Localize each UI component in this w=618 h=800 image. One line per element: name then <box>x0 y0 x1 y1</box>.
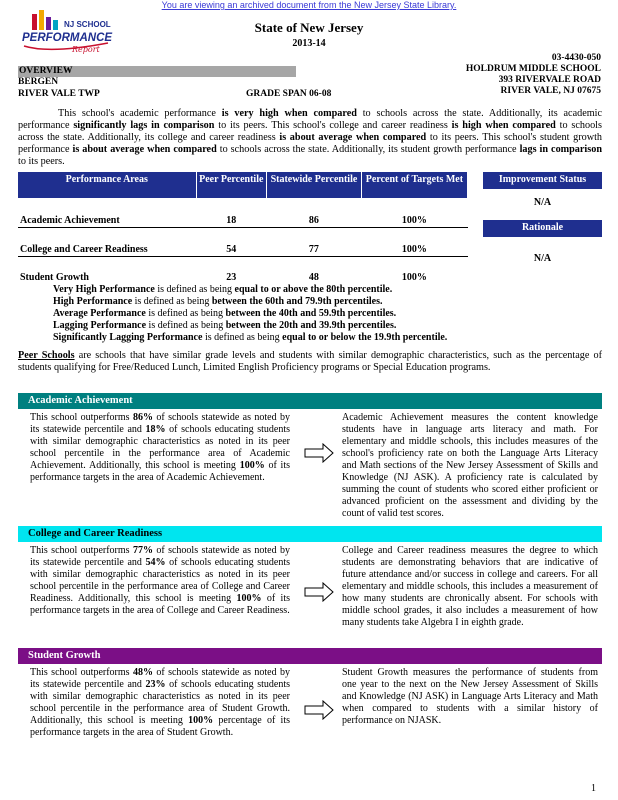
targets-cell: 100% <box>401 272 427 283</box>
page-number: 1 <box>591 783 596 794</box>
rationale-header: Rationale <box>483 220 602 237</box>
school-name: HOLDRUM MIDDLE SCHOOL <box>465 64 601 74</box>
college-description: College and Career readiness measures the degree to which students are demonstrating behaviors that are indicative of future attendance and/or success in college and careers. For all elementary and middle schools, this includes a measurement of how many students are chronically absent. For schools with middle school grades, it also includes a measurement of how many students take Algebra I in eighth grade. <box>342 545 598 628</box>
definition-item: High Performance is defined as being between the 60th and 79.9th percentiles. <box>53 296 383 307</box>
table-row <box>18 227 468 256</box>
table-row <box>18 198 468 227</box>
performance-table <box>18 172 468 284</box>
col-header-statewide: Statewide Percentile <box>267 172 362 198</box>
college-career-header: College and Career Readiness <box>18 526 602 542</box>
peer-cell: 18 <box>196 198 267 227</box>
arrow-right-icon <box>304 700 334 720</box>
col-header-targets: Percent of Targets Met <box>361 172 467 198</box>
svg-text:PERFORMANCE: PERFORMANCE <box>22 32 113 44</box>
definition-item: Lagging Performance is defined as being between the 20th and 39.9th percentiles. <box>53 320 397 331</box>
col-header-peer: Peer Percentile <box>196 172 267 198</box>
rationale-value: N/A <box>533 253 552 264</box>
college-summary: This school outperforms 77% of schools statewide as noted by its statewide percentile and 54% of schools educating students with similar demographic characteristics as noted in its peer school percentile in the performance area of College and Career Readiness. Additionally, this school is meeting 100% of its performance targets in the area of College and Career Readiness. <box>30 545 291 616</box>
archive-banner-link[interactable]: You are viewing an archived document from the New Jersey State Library. <box>161 0 457 10</box>
academic-achievement-section <box>18 393 602 525</box>
arrow-right-icon <box>304 443 334 463</box>
peer-schools-paragraph: Peer Schools are schools that have similar grade levels and students with similar demographic characteristics, such as the percentage of students qualifying for Free/Reduced Lunch, Limited English Proficiency programs or Special Education programs. <box>18 350 602 373</box>
college-career-section <box>18 526 602 646</box>
academic-summary: This school outperforms 86% of schools statewide as noted by its statewide percentile and 18% of schools educating students with similar demographic characteristics as noted in its peer school percentile in the performance area of Academic Achievement. Additionally, this school is meeting 100% of its performance targets in the area of Academic Achievement. <box>30 412 291 483</box>
targets-cell: 100% <box>361 227 467 256</box>
overview-heading: OVERVIEW <box>18 66 296 77</box>
svg-text:Report: Report <box>72 45 100 54</box>
definition-item: Significantly Lagging Performance is defined as being equal to or below the 19.9th percentile. <box>53 332 448 343</box>
improvement-status-header: Improvement Status <box>483 172 602 189</box>
improvement-status-value: N/A <box>533 197 552 208</box>
area-cell: Student Growth <box>20 272 89 283</box>
statewide-cell: 77 <box>267 227 362 256</box>
intro-paragraph: This school's academic performance is very high when compared to schools across the state. Additionally, its academic performance significantly lags in comparison to its peers. This school's college and career readiness is high when compared to schools across the state. Additionally, its college and career readiness is about average when compared to its peers. This school's student growth performance is about average when compared to schools across the state. Additionally, its student growth performance lags in comparison to its peers. <box>18 108 602 167</box>
school-code: 03-4430-050 <box>551 53 601 63</box>
statewide-cell: 86 <box>267 198 362 227</box>
svg-text:NJ SCHOOL: NJ SCHOOL <box>64 20 111 29</box>
definition-item: Very High Performance is defined as being equal to or above the 80th percentile. <box>53 284 393 295</box>
peer-cell: 23 <box>226 272 237 283</box>
area-cell: Academic Achievement <box>18 198 196 227</box>
col-header-areas: Performance Areas <box>18 172 196 198</box>
academic-description: Academic Achievement measures the content knowledge students have in language arts literacy and math. For elementary and middle schools, this includes measures of the school's proficiency rate on both the Language Arts Literacy and Math sections of the New Jersey Assessment of Skills and Knowledge (NJ ASK). A proficiency rate is calculated by summing the count of students who scored either proficient or advanced proficient on the assessment and dividing by the count of valid test scores. <box>342 412 598 519</box>
student-growth-header: Student Growth <box>18 648 602 664</box>
school-city: RIVER VALE, NJ 07675 <box>500 86 601 96</box>
academic-achievement-header: Academic Achievement <box>18 393 602 409</box>
table-row <box>18 256 468 284</box>
statewide-cell: 48 <box>308 272 319 283</box>
county: BERGEN <box>18 77 59 87</box>
school-info <box>466 53 601 97</box>
student-growth-section <box>18 648 602 764</box>
page-title: State of New Jersey <box>254 20 364 35</box>
grade-span: GRADE SPAN 06-08 <box>246 89 332 99</box>
growth-summary: This school outperforms 48% of schools statewide as noted by its statewide percentile and 23% of schools educating students with similar demographic characteristics as noted in its peer school percentile in the performance area of Student Growth. Additionally, this school is meeting 100% percentage of its performance targets in the area of Student Growth. <box>30 667 291 738</box>
performance-definitions <box>53 284 447 344</box>
targets-cell: 100% <box>361 198 467 227</box>
definition-item: Average Performance is defined as being between the 40th and 59.9th percentiles. <box>53 308 397 319</box>
peer-cell: 54 <box>196 227 267 256</box>
school-address: 393 RIVERVALE ROAD <box>498 75 601 85</box>
report-year: 2013-14 <box>292 38 326 49</box>
district: RIVER VALE TWP <box>18 89 100 99</box>
arrow-right-icon <box>304 582 334 602</box>
growth-description: Student Growth measures the performance of students from one year to the next on the New Jersey Assessment of Skills and Knowledge (NJ ASK) in Language Arts Literacy and Math when compared to students with a similar history of performance on NJASK. <box>342 667 598 726</box>
area-cell: College and Career Readiness <box>18 227 196 256</box>
